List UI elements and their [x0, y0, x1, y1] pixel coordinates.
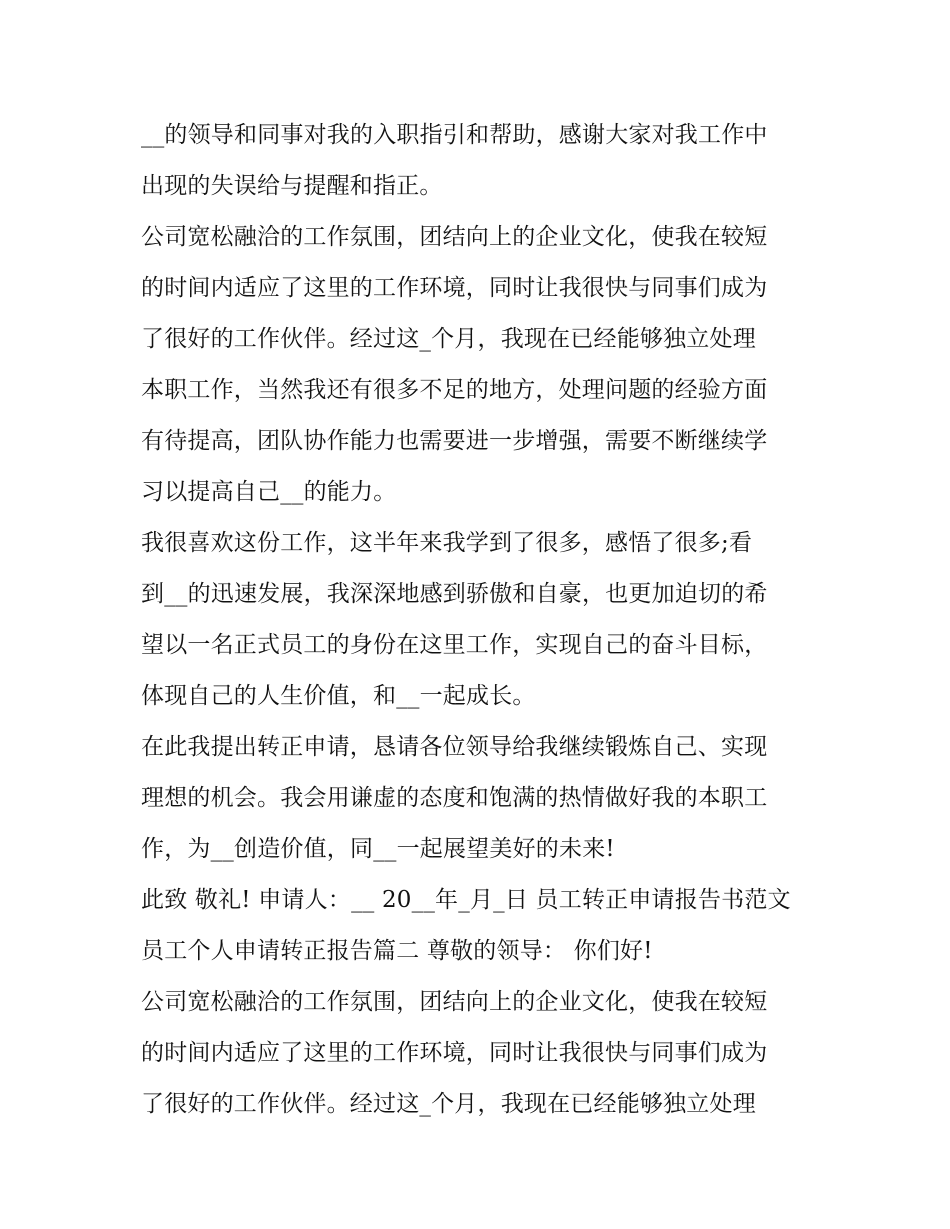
text-line: 的时间内适应了这里的工作环境，同时让我很快与同事们成为 [141, 275, 768, 301]
text-line: 公司宽松融洽的工作氛围，团结向上的企业文化，使我在较短 [141, 989, 768, 1015]
text-line: 望以一名正式员工的身份在这里工作，实现自己的奋斗目标， [141, 632, 768, 658]
text-line: 有待提高，团队协作能力也需要进一步增强，需要不断继续学 [141, 428, 768, 454]
text-line: 我很喜欢这份工作，这半年来我学到了很多，感悟了很多;看 [141, 530, 753, 556]
text-line: 员工个人申请转正报告篇二 尊敬的领导： 你们好! [141, 938, 653, 964]
text-line: 到__的迅速发展，我深深地感到骄傲和自豪，也更加迫切的希 [141, 581, 768, 607]
text-line: 出现的失误给与提醒和指正。 [141, 173, 443, 199]
text-line: 的时间内适应了这里的工作环境，同时让我很快与同事们成为 [141, 1040, 768, 1066]
text-line: 此致 敬礼! 申请人：__ 20__年_月_日 员工转正申请报告书范文 [141, 887, 791, 913]
text-line: 在此我提出转正申请，恳请各位领导给我继续锻炼自己、实现 [141, 734, 768, 760]
text-line: 了很好的工作伙伴。经过这_个月，我现在已经能够独立处理 [141, 1091, 756, 1117]
text-line: 体现自己的人生价值，和__一起成长。 [141, 683, 536, 709]
text-line: __的领导和同事对我的入职指引和帮助，感谢大家对我工作中 [141, 122, 768, 148]
text-line: 本职工作，当然我还有很多不足的地方，处理问题的经验方面 [141, 377, 768, 403]
document-body [141, 110, 821, 1130]
text-line: 公司宽松融洽的工作氛围，团结向上的企业文化，使我在较短 [141, 224, 768, 250]
text-line: 习以提高自己__的能力。 [141, 479, 397, 505]
text-line: 了很好的工作伙伴。经过这_个月，我现在已经能够独立处理 [141, 326, 756, 352]
text-line: 作，为__创造价值，同__一起展望美好的未来! [141, 836, 615, 862]
text-line: 理想的机会。我会用谦虚的态度和饱满的热情做好我的本职工 [141, 785, 768, 811]
